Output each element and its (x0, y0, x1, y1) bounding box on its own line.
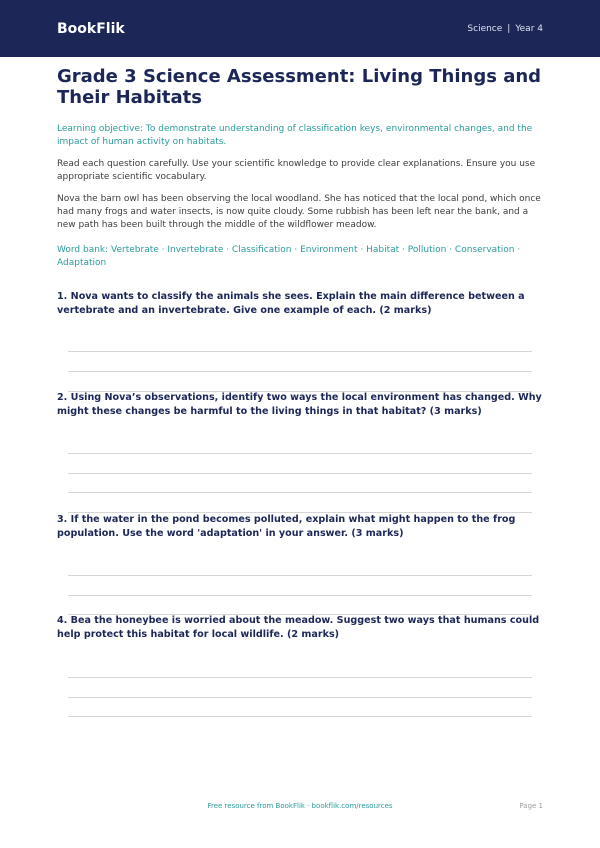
question-text: 2. Using Nova’s observations, identify two ways the local environment has changed. Why might these changes be harmful to the living things in that habitat? (3 marks) (57, 392, 542, 417)
answer-line[interactable] (68, 697, 532, 698)
answer-line[interactable] (68, 677, 532, 678)
question-block-3 (57, 513, 543, 541)
subject-separator: | (507, 23, 511, 34)
question-block-1 (57, 290, 543, 318)
answer-line[interactable] (68, 473, 532, 474)
question-block-2 (57, 391, 543, 419)
scenario-text: Nova the barn owl has been observing the local woodland. She has noticed that the local pond, which once had many frogs and water insects, is now quite cloudy. Some rubbish has been left near the bank, and a new path has been built through the middle of the wildflower meadow. (57, 194, 541, 230)
intro-section (57, 66, 543, 270)
page-header (0, 0, 600, 57)
answer-line[interactable] (68, 595, 532, 596)
question-text: 4. Bea the honeybee is worried about the meadow. Suggest two ways that humans could help protect this habitat for local wildlife. (2 marks) (57, 615, 540, 640)
question-text: 1. Nova wants to classify the animals she sees. Explain the main difference between a vertebrate and an invertebrate. Give one example of each. (2 marks) (57, 291, 525, 316)
answer-line[interactable] (68, 371, 532, 372)
subject-year-label (467, 24, 543, 34)
year-label: Year 4 (515, 23, 543, 34)
instructions-text: Read each question carefully. Use your scientific knowledge to provide clear explanations. Ensure you use appropriate scientific vocabulary. (57, 159, 536, 182)
word-bank: Word bank: Vertebrate · Invertebrate · Classification · Environment · Habitat · Pollution · Conservation · Adaptation (57, 245, 521, 268)
learning-objective: Learning objective: To demonstrate understanding of classification keys, environmental changes, and the impact of human activity on habitats. (57, 124, 533, 147)
question-block-4 (57, 614, 543, 642)
page-number: Page 1 (519, 802, 543, 810)
page-title: Grade 3 Science Assessment: Living Things and Their Habitats (57, 66, 542, 108)
answer-line[interactable] (68, 492, 532, 493)
answer-line[interactable] (68, 575, 532, 576)
answer-line[interactable] (68, 351, 532, 352)
question-text: 3. If the water in the pond becomes polluted, explain what might happen to the frog population. Use the word 'adaptation' in your answer. (3 marks) (57, 514, 516, 539)
subject-label: Science (467, 23, 503, 34)
answer-line[interactable] (68, 453, 532, 454)
footer-resource-note: Free resource from BookFlik · bookflik.com/resources (207, 802, 393, 810)
brand-logo-text: BookFlik (57, 20, 125, 37)
answer-line[interactable] (68, 716, 532, 717)
